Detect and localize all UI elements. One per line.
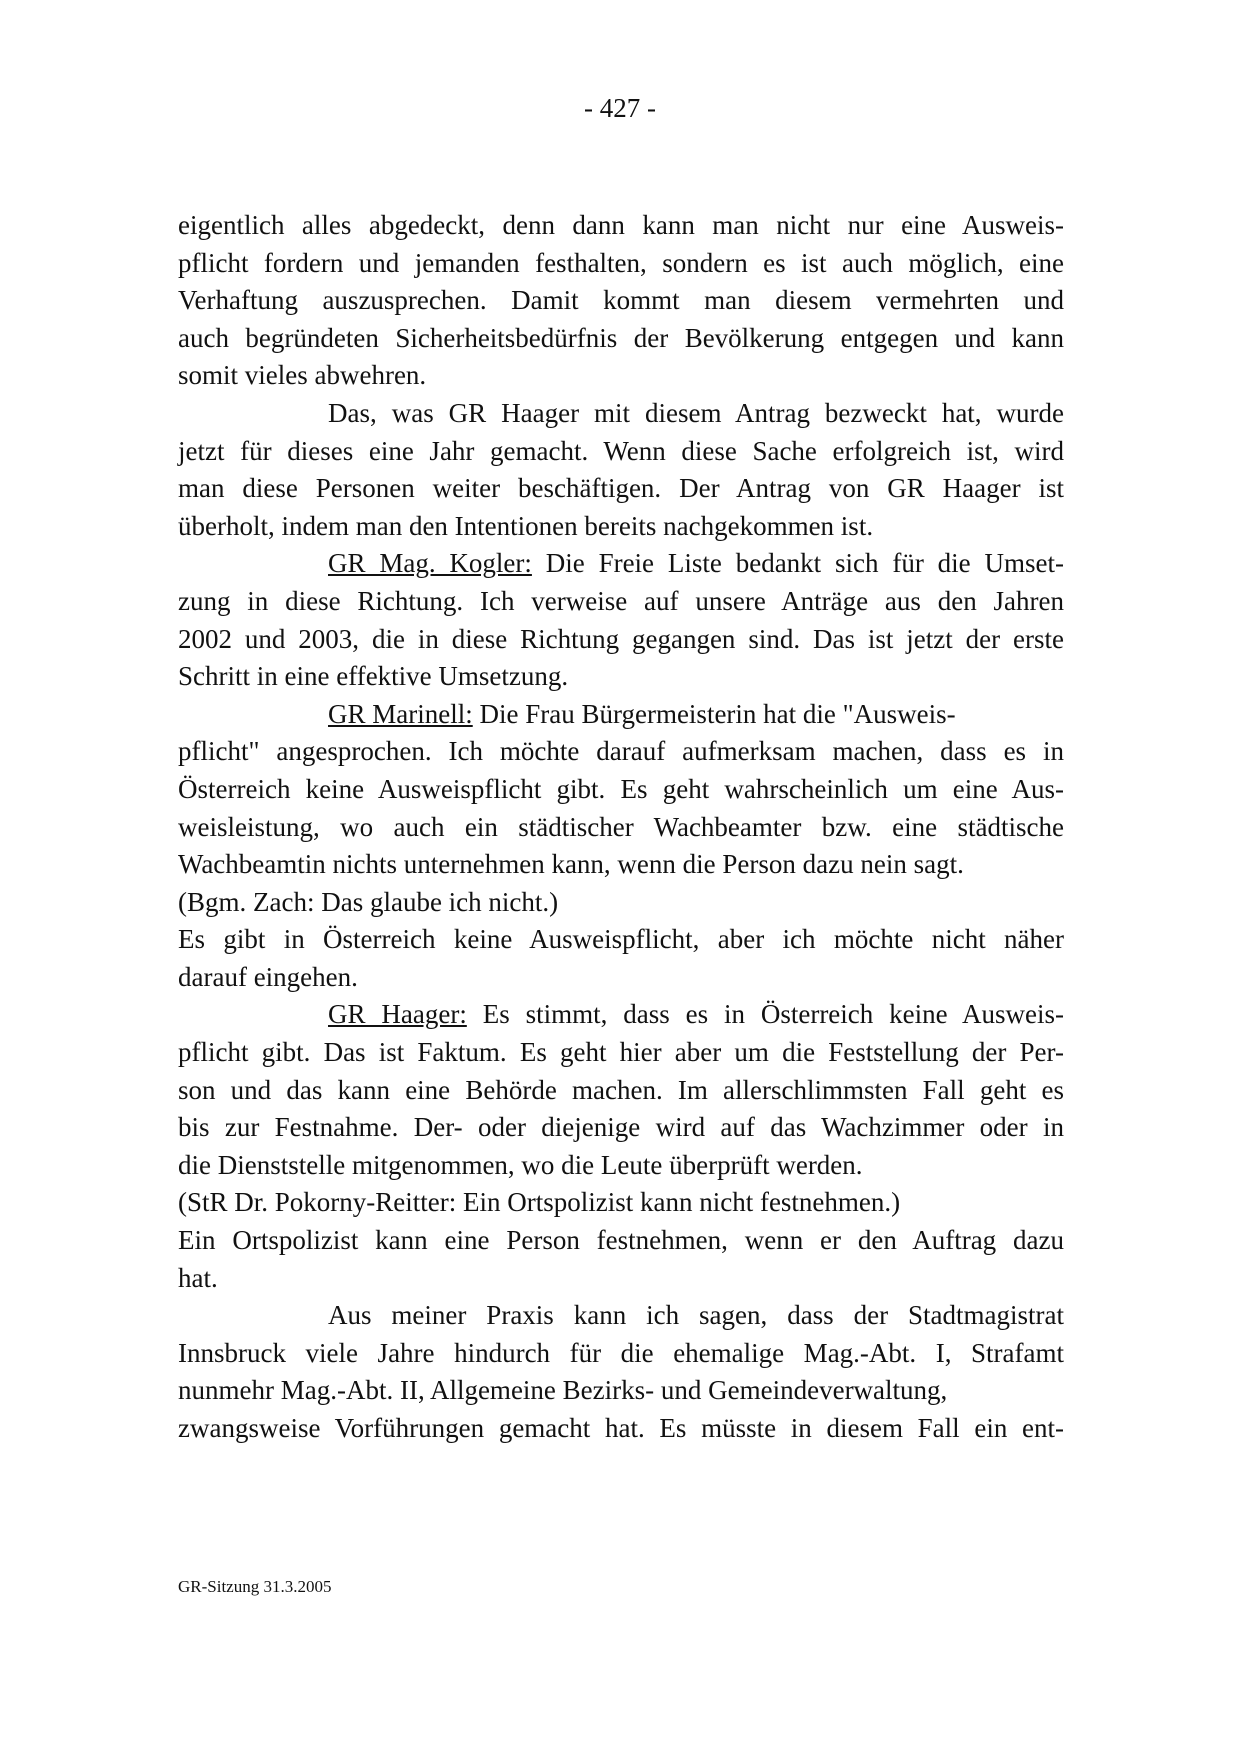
text-line: auch begründeten Sicherheitsbedürfnis der Bevölkerung entgegen und kann [178,322,1064,353]
speaker-name: GR Mag. Kogler: [328,548,532,579]
text-line: somit vieles abwehren. [178,360,427,391]
text-line: pflicht fordern und jemanden festhalten, sondern es ist auch möglich, eine [178,247,1064,278]
text-line: überholt, indem man den Intentionen bereits nachgekommen ist. [178,510,874,541]
paragraph-haager [178,996,1064,1184]
text-line: hat. [178,1262,218,1293]
text-line [178,545,1064,583]
page-number: - 427 - [584,93,656,123]
text-line [178,996,1064,1034]
text-line: weisleistung, wo auch ein städtischer Wachbeamter bzw. eine städtische [178,811,1064,842]
text-line: (Bgm. Zach: Das glaube ich nicht.) [178,886,559,917]
document-body [178,207,1064,1448]
text-line: zwangsweise Vorführungen gemacht hat. Es müsste in diesem Fall ein ent- [178,1413,1064,1443]
text-line: Es gibt in Österreich keine Ausweispflicht, aber ich möchte nicht näher [178,924,1064,955]
text-line: eigentlich alles abgedeckt, denn dann kann man nicht nur eine Ausweis- [178,210,1064,240]
text-line: Aus meiner Praxis kann ich sagen, dass der Stadtmagistrat [328,1300,1064,1331]
text-line: (StR Dr. Pokorny-Reitter: Ein Ortspolizist kann nicht festnehmen.) [178,1187,901,1218]
text-line: pflicht" angesprochen. Ich möchte darauf aufmerksam machen, dass es in [178,736,1064,767]
footer-session-date: GR-Sitzung 31.3.2005 [178,1577,332,1596]
text-line: darauf eingehen. [178,961,358,992]
text-line: Innsbruck viele Jahre hindurch für die ehemalige Mag.-Abt. I, Strafamt [178,1337,1064,1368]
paragraph-2 [178,395,1064,545]
speech-text: Die Frau Bürgermeisterin hat die "Ausweis- [472,698,956,729]
text-line: Das, was GR Haager mit diesem Antrag bezweckt hat, wurde [328,397,1064,428]
text-line: man diese Personen weiter beschäftigen. Der Antrag von GR Haager ist [178,473,1064,504]
text-line: Österreich keine Ausweispflicht gibt. Es geht wahrscheinlich um eine Aus- [178,773,1064,804]
text-line: Schritt in eine effektive Umsetzung. [178,661,569,692]
text-line: die Dienststelle mitgenommen, wo die Leute überprüft werden. [178,1149,863,1180]
speech-text: Es stimmt, dass es in Österreich keine Ausweis- [466,999,1064,1030]
text-line: nunmehr Mag.-Abt. II, Allgemeine Bezirks- und Gemeindeverwaltung, [178,1375,948,1406]
interjection-pokorny-reitter [178,1184,1064,1222]
paragraph-ortspolizist [178,1222,1064,1297]
text-line: Wachbeamtin nichts unternehmen kann, wenn die Person dazu nein sagt. [178,849,964,880]
text-line [178,696,1064,734]
text-line: Verhaftung auszusprechen. Damit kommt man diesem vermehrten und [178,285,1064,316]
speaker-name: GR Haager: [328,999,467,1030]
text-line: Ein Ortspolizist kann eine Person festnehmen, wenn er den Auftrag dazu [178,1225,1064,1256]
text-line: 2002 und 2003, die in diese Richtung gegangen sind. Das ist jetzt der erste [178,623,1064,654]
paragraph-kogler [178,545,1064,695]
text-line: zung in diese Richtung. Ich verweise auf unsere Anträge aus den Jahren [178,585,1064,616]
speaker-name: GR Marinell: [328,698,473,729]
speech-text: Die Freie Liste bedankt sich für die Umset- [531,548,1064,579]
text-line: bis zur Festnahme. Der- oder diejenige wird auf das Wachzimmer oder in [178,1112,1064,1143]
paragraph-marinell [178,696,1064,884]
interjection-bgm-zach [178,884,1064,922]
paragraph-1 [178,207,1064,395]
text-line: pflicht gibt. Das ist Faktum. Es geht hier aber um die Feststellung der Per- [178,1037,1064,1068]
text-line: jetzt für dieses eine Jahr gemacht. Wenn diese Sache erfolgreich ist, wird [178,435,1064,466]
paragraph-continuation [178,921,1064,996]
text-line: son und das kann eine Behörde machen. Im allerschlimmsten Fall geht es [178,1074,1064,1105]
paragraph-praxis [178,1297,1064,1447]
